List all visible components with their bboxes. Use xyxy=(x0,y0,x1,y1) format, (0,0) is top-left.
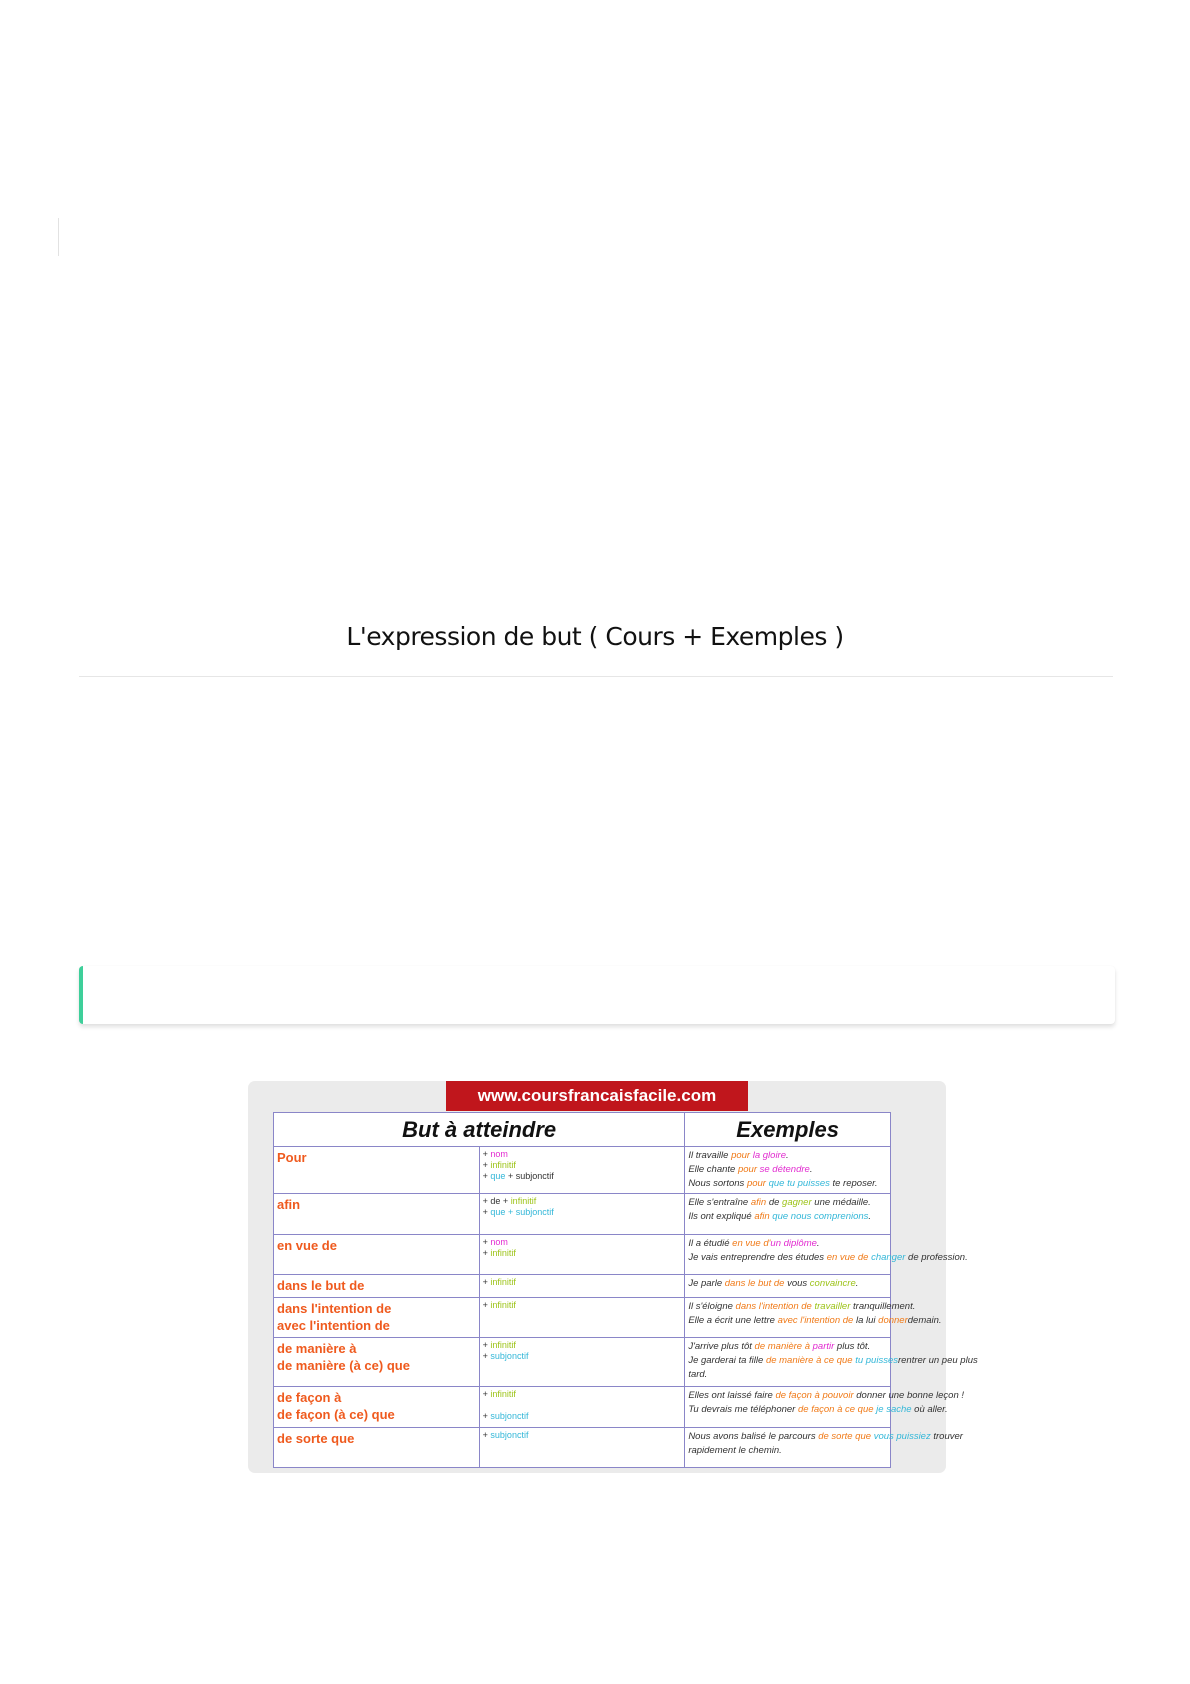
construction-cell xyxy=(479,1427,685,1467)
header-but-a-atteindre: But à atteindre xyxy=(274,1113,685,1147)
construction-text: + infinitif xyxy=(482,1276,516,1287)
example-cell xyxy=(685,1147,891,1194)
example-cell xyxy=(685,1427,963,1467)
example-sentence: Tu devrais me téléphoner de façon à ce que je sache où aller. xyxy=(688,1404,948,1416)
expression-text: afin xyxy=(277,1197,301,1213)
expression-text: dans le but de xyxy=(277,1277,365,1293)
construction-text: + de + infinitif xyxy=(482,1196,537,1207)
expression-cell xyxy=(274,1338,480,1387)
callout-box xyxy=(79,966,1115,1024)
but-expression-table xyxy=(273,1112,978,1468)
example-sentence: Elles ont laissé faire de façon à pouvoir donner une bonne leçon ! xyxy=(688,1390,965,1402)
construction-text: + infinitif xyxy=(482,1389,516,1400)
example-sentence: Il s'éloigne dans l'intention de travailler tranquillement. xyxy=(688,1300,916,1312)
construction-cell xyxy=(479,1147,685,1194)
table-row xyxy=(274,1427,891,1467)
construction-cell xyxy=(479,1387,685,1427)
construction-cell xyxy=(479,1338,685,1387)
example-sentence: J'arrive plus tôt de manière à partir plus tôt. xyxy=(688,1341,871,1353)
expression-text: de façon à xyxy=(277,1390,342,1406)
example-sentence: Nous avons balisé le parcours de sorte que vous puissiez trouver xyxy=(688,1430,963,1442)
table-row xyxy=(274,1234,891,1274)
expression-text: de manière (à ce) que xyxy=(277,1358,410,1374)
construction-text: + que + subjonctif xyxy=(482,1171,554,1181)
table-row xyxy=(274,1297,891,1337)
expression-cell xyxy=(274,1234,480,1274)
construction-text: + subjonctif xyxy=(482,1351,529,1362)
construction-text: + nom xyxy=(482,1149,508,1159)
title-divider xyxy=(79,676,1113,677)
expression-cell xyxy=(274,1147,480,1194)
example-sentence: Je garderai ta fille de manière à ce que tu puissesrentrer un peu plus xyxy=(688,1355,978,1367)
expression-cell xyxy=(274,1427,480,1467)
construction-text: + infinitif xyxy=(482,1160,516,1170)
example-cell xyxy=(685,1274,891,1297)
expression-text: de sorte que xyxy=(277,1430,355,1446)
example-sentence: Il a étudié en vue d'un diplôme. xyxy=(688,1237,820,1249)
construction-text: + infinitif xyxy=(482,1340,516,1351)
expression-text: de façon (à ce) que xyxy=(277,1407,395,1423)
table-row xyxy=(274,1194,891,1234)
expression-text: de manière à xyxy=(277,1341,357,1357)
expression-cell xyxy=(274,1194,480,1234)
example-sentence: rapidement le chemin. xyxy=(688,1444,782,1456)
construction-text: + subjonctif xyxy=(482,1429,529,1440)
example-sentence: Nous sortons pour que tu puisses te reposer. xyxy=(688,1178,878,1189)
expression-text: avec l'intention de xyxy=(277,1317,390,1333)
example-cell xyxy=(685,1234,968,1274)
construction-cell xyxy=(479,1234,685,1274)
left-margin-marker xyxy=(58,218,59,256)
example-sentence: Il travaille pour la gloire. xyxy=(688,1150,789,1161)
construction-text: + nom xyxy=(482,1236,508,1247)
example-cell xyxy=(685,1297,942,1337)
example-sentence: Elle chante pour se détendre. xyxy=(688,1164,813,1175)
expression-text: dans l'intention de xyxy=(277,1300,392,1316)
expression-cell xyxy=(274,1387,480,1427)
expression-text: Pour xyxy=(277,1150,307,1165)
example-sentence: Ils ont expliqué afin que nous comprenions. xyxy=(688,1211,872,1223)
example-sentence: Je vais entreprendre des études en vue de changer de profession. xyxy=(688,1251,968,1263)
construction-cell xyxy=(479,1274,685,1297)
example-sentence: Elle a écrit une lettre avec l'intention de la lui donnerdemain. xyxy=(688,1314,942,1326)
expression-cell xyxy=(274,1274,480,1297)
grammar-table-figure xyxy=(248,1081,978,1473)
table-row xyxy=(274,1338,891,1387)
website-banner: www.coursfrancaisfacile.com xyxy=(446,1081,748,1111)
expression-cell xyxy=(274,1297,480,1337)
construction-text: + infinitif xyxy=(482,1247,516,1258)
expression-text: en vue de xyxy=(277,1237,337,1253)
construction-text: + subjonctif xyxy=(482,1411,529,1422)
construction-text: + infinitif xyxy=(482,1299,516,1310)
construction-text: + que + subjonctif xyxy=(482,1207,554,1218)
header-exemples: Exemples xyxy=(685,1113,891,1147)
page-title: L'expression de but ( Cours + Exemples ) xyxy=(346,622,844,651)
example-cell xyxy=(685,1194,891,1234)
construction-text xyxy=(483,1400,682,1411)
example-cell xyxy=(685,1387,965,1427)
example-sentence: Je parle dans le but de vous convaincre. xyxy=(688,1277,859,1289)
construction-cell xyxy=(479,1194,685,1234)
table-row xyxy=(274,1147,891,1194)
construction-cell xyxy=(479,1297,685,1337)
table-row xyxy=(274,1387,891,1427)
example-sentence: tard. xyxy=(688,1369,708,1381)
table-row xyxy=(274,1274,891,1297)
example-cell xyxy=(685,1338,978,1387)
example-sentence: Elle s'entraîne afin de gagner une médaille. xyxy=(688,1197,871,1209)
